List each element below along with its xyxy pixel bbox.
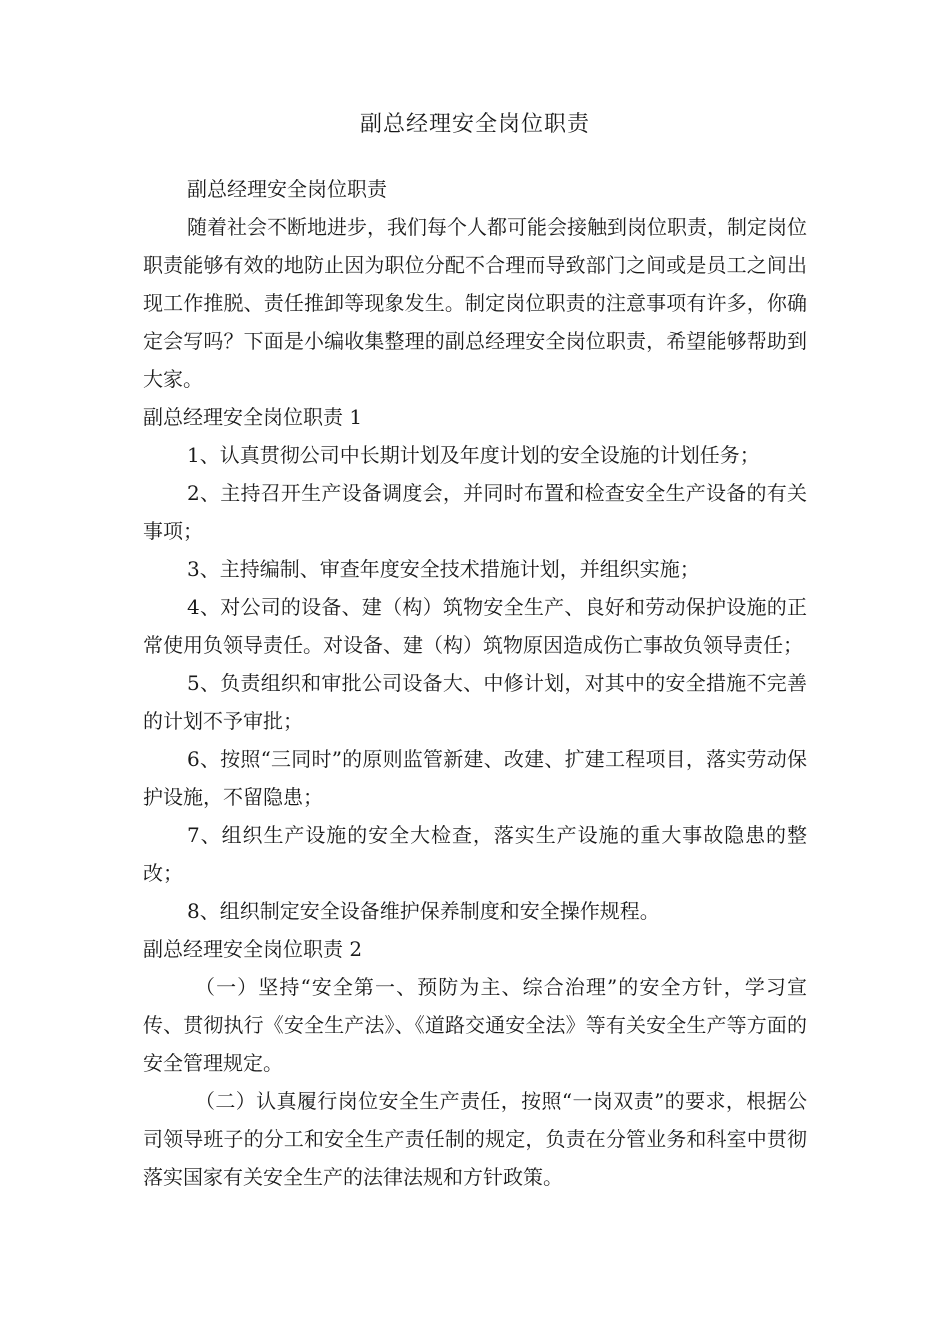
list-item: 2、主持召开生产设备调度会，并同时布置和检查安全生产设备的有关事项；: [143, 481, 807, 543]
list-item: 4、对公司的设备、建（构）筑物安全生产、良好和劳动保护设施的正常使用负领导责任。对设备、建（构）筑物原因造成伤亡事故负领导责任；: [143, 595, 807, 657]
document-title: 副总经理安全岗位职责: [359, 112, 590, 137]
list-item: 3、主持编制、审查年度安全技术措施计划，并组织实施；: [187, 557, 700, 581]
intro-paragraph: 随着社会不断地进步，我们每个人都可能会接触到岗位职责，制定岗位职责能够有效的地防止因为职位分配不合理而导致部门之间或是员工之间出现工作推脱、责任推卸等现象发生。制定岗位职责的注意事项有许多，你确定会写吗？下面是小编收集整理的副总经理安全岗位职责，希望能够帮助到大家。: [143, 215, 807, 391]
list-item: 5、负责组织和审批公司设备大、中修计划，对其中的安全措施不完善的计划不予审批；: [143, 671, 807, 733]
list-item: 1、认真贯彻公司中长期计划及年度计划的安全设施的计划任务；: [187, 443, 760, 467]
intro-heading: 副总经理安全岗位职责: [187, 177, 387, 201]
list-item: 8、组织制定安全设备维护保养制度和安全操作规程。: [187, 899, 660, 923]
list-item: （一）坚持“安全第一、预防为主、综合治理”的安全方针，学习宣传、贯彻执行《安全生产法》、《道路交通安全法》等有关安全生产等方面的安全管理规定。: [143, 975, 807, 1075]
section-heading-1: 副总经理安全岗位职责 1: [143, 405, 363, 429]
list-item: 6、按照“三同时”的原则监管新建、改建、扩建工程项目，落实劳动保护设施，不留隐患；: [143, 747, 807, 809]
list-item: 7、组织生产设施的安全大检查，落实生产设施的重大事故隐患的整改；: [143, 823, 807, 885]
document-body: [143, 170, 807, 1196]
section-heading-2: 副总经理安全岗位职责 2: [143, 937, 363, 961]
list-item: （二）认真履行岗位安全生产责任，按照“一岗双责”的要求，根据公司领导班子的分工和安全生产责任制的规定，负责在分管业务和科室中贯彻落实国家有关安全生产的法律法规和方针政策。: [143, 1089, 807, 1189]
